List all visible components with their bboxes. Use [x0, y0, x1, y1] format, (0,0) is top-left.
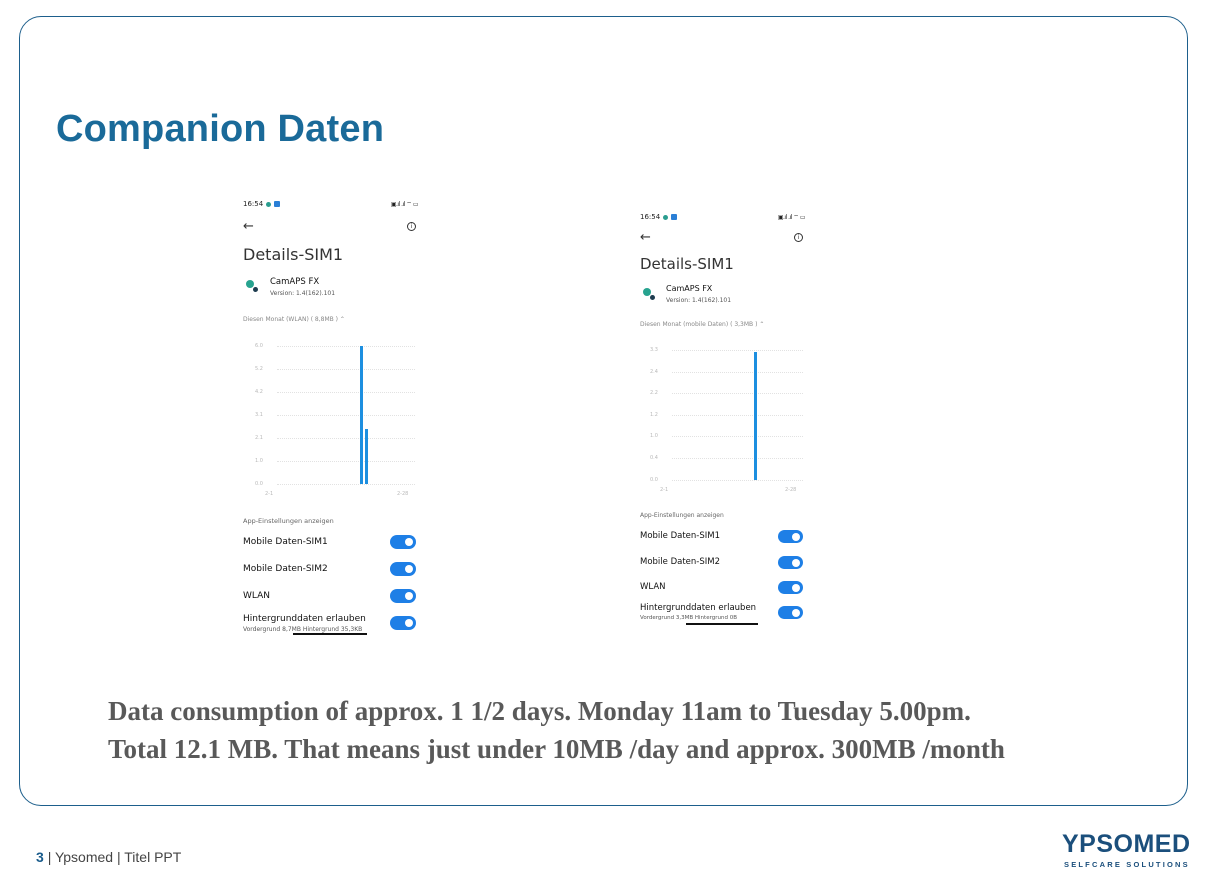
background-data-toggle[interactable]: [390, 616, 416, 630]
y-tick: 3.3: [650, 347, 658, 353]
section-label: App-Einstellungen anzeigen: [243, 517, 334, 525]
toggle-row-sim1: [640, 530, 805, 544]
notification-icon: [266, 202, 271, 207]
wlan-toggle[interactable]: [778, 581, 803, 594]
usage-chart: [650, 344, 803, 494]
info-icon[interactable]: i: [407, 222, 416, 231]
period-selector[interactable]: Diesen Monat (mobile Daten) ( 3,3MB ) ⌃: [640, 321, 765, 328]
status-bar: [243, 200, 418, 212]
annotation-underline: [293, 633, 367, 635]
mobile-data-sim2-toggle[interactable]: [778, 556, 803, 569]
ypsomed-logo: [1062, 830, 1191, 872]
chart-bar: [754, 352, 757, 480]
notification-icon: [663, 215, 668, 220]
app-version: Version: 1.4(162).101: [270, 290, 336, 297]
toggle-label: WLAN: [640, 582, 666, 592]
chart-bar: [360, 346, 363, 484]
app-notification-icon: [671, 214, 677, 220]
background-data-toggle[interactable]: [778, 606, 803, 619]
y-tick: 0.4: [650, 455, 658, 461]
status-time: 16:54: [640, 213, 661, 221]
toggle-label: Hintergrunddaten erlauben: [243, 614, 366, 624]
chart-bar: [365, 429, 368, 484]
wlan-toggle[interactable]: [390, 589, 416, 603]
usage-chart: [255, 340, 415, 500]
toggle-label: Hintergrunddaten erlauben: [640, 603, 757, 613]
footer-separator: |: [47, 849, 52, 865]
logo-tagline: SELFCARE SOLUTIONS: [1064, 860, 1190, 869]
y-tick: 5.2: [255, 366, 263, 372]
y-tick: 4.2: [255, 389, 263, 395]
toggle-row-sim2: [640, 556, 805, 570]
x-tick: 2-28: [397, 491, 409, 497]
y-tick: 2.1: [255, 435, 263, 441]
x-tick: 2-1: [265, 491, 274, 497]
slide-caption: [108, 692, 1148, 768]
y-tick: 1.0: [255, 458, 263, 464]
toggle-row-wlan: [243, 589, 418, 605]
toggle-label: Mobile Daten-SIM1: [640, 531, 720, 541]
slide-footer: [36, 849, 181, 865]
usage-breakdown: Vordergrund 8,7MB Hintergrund 35,3KB: [243, 626, 363, 633]
status-bar: [640, 213, 805, 225]
toggle-row-background: [640, 603, 805, 625]
phone-screenshot-wlan: [243, 200, 418, 640]
toggle-row-sim1: [243, 535, 418, 551]
toggle-row-sim2: [243, 562, 418, 578]
app-notification-icon: [274, 201, 280, 207]
mobile-data-sim2-toggle[interactable]: [390, 562, 416, 576]
usage-breakdown: Vordergrund 3,3MB Hintergrund 0B: [640, 615, 737, 621]
page-number: 3: [36, 849, 44, 865]
logo-wordmark: YPSOMED: [1062, 830, 1191, 858]
caption-line-1: Data consumption of approx. 1 1/2 days. Monday 11am to Tuesday 5.00pm.: [108, 696, 971, 726]
period-selector[interactable]: Diesen Monat (WLAN) ( 8,8MB ) ⌃: [243, 316, 345, 323]
slide-title: Companion Daten: [56, 108, 385, 150]
back-arrow-icon[interactable]: ←: [243, 219, 254, 234]
status-icons: ▣.ıl .ıl ⌔ ▭: [777, 214, 805, 221]
y-tick: 2.4: [650, 369, 658, 375]
y-tick: 1.0: [650, 433, 658, 439]
back-arrow-icon[interactable]: ←: [640, 230, 651, 245]
status-icons: ▣.ıl .ıl ⌔ ▭: [390, 201, 418, 208]
toggle-label: Mobile Daten-SIM2: [243, 564, 328, 574]
y-tick: 3.1: [255, 412, 263, 418]
toggle-label: WLAN: [243, 591, 271, 601]
mobile-data-sim1-toggle[interactable]: [390, 535, 416, 549]
info-icon[interactable]: i: [794, 233, 803, 242]
y-tick: 0.0: [255, 481, 263, 487]
footer-company: Ypsomed: [54, 849, 114, 865]
y-tick: 0.0: [650, 477, 658, 483]
mobile-data-sim1-toggle[interactable]: [778, 530, 803, 543]
page-heading: Details-SIM1: [243, 245, 344, 264]
toggle-label: Mobile Daten-SIM1: [243, 537, 328, 547]
page-heading: Details-SIM1: [640, 255, 734, 273]
x-tick: 2-28: [785, 487, 797, 493]
status-time: 16:54: [243, 200, 264, 208]
app-name: CamAPS FX: [270, 277, 320, 287]
y-tick: 1.2: [650, 412, 658, 418]
footer-doc-title: Titel PPT: [124, 849, 182, 865]
section-label: App-Einstellungen anzeigen: [640, 512, 724, 519]
camaps-app-icon: [643, 288, 655, 300]
camaps-app-icon: [246, 280, 258, 292]
y-tick: 2.2: [650, 390, 658, 396]
app-name: CamAPS FX: [666, 284, 713, 293]
caption-line-2: Total 12.1 MB. That means just under 10MB /day and approx. 300MB /month: [108, 734, 1005, 764]
toggle-label: Mobile Daten-SIM2: [640, 557, 720, 567]
app-version: Version: 1.4(162).101: [666, 297, 732, 304]
x-tick: 2-1: [660, 487, 669, 493]
phone-screenshot-mobile: [640, 213, 805, 628]
y-tick: 6.0: [255, 343, 263, 349]
annotation-underline: [686, 623, 758, 625]
toggle-row-wlan: [640, 581, 805, 595]
footer-separator: |: [116, 849, 121, 865]
